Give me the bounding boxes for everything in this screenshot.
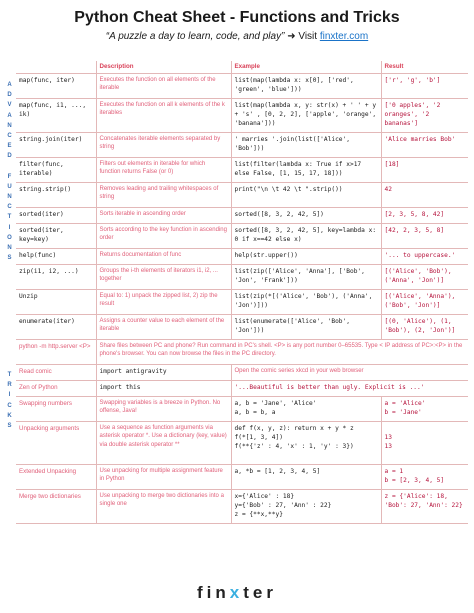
function-name: Unzip [16, 289, 96, 314]
table-header-row [16, 61, 468, 73]
result-line: 13 [384, 433, 392, 441]
header-description: Description [96, 61, 231, 73]
trick-example [231, 464, 381, 489]
sidebar-letter: S [7, 422, 12, 429]
function-description: Concatenates iterable elements separated by string [96, 132, 231, 157]
sidebar-letter: N [7, 245, 12, 251]
function-description: Groups the i-th elements of iterators i1, i2, ... together [96, 264, 231, 289]
trick-description: Swapping variables is a breeze in Python. No offense, Java! [96, 396, 231, 421]
result-line: b = 'Jane' [384, 408, 422, 416]
function-example: list(map(lambda x, y: str(x) + ' ' + y + 's' , [0, 2, 2], ['apple', 'orange', 'banana'])) [231, 98, 381, 132]
function-result: [18] [381, 157, 468, 182]
function-description: Executes the function on all k elements of the k iterables [96, 98, 231, 132]
finxter-logo [0, 583, 474, 603]
trick-description: Use a sequence as function arguments via asterisk operator *. Use a dictionary (key, value) via double asterisk operator ** [96, 421, 231, 464]
header-name [16, 61, 96, 73]
sidebar-letter: C [7, 132, 12, 139]
table-row [16, 182, 468, 207]
trick-description: Use unpacking to merge two dictionaries into a single one [96, 489, 231, 523]
function-result: [('Alice', 'Anna'), ('Bob', 'Jon')] [381, 289, 468, 314]
function-description: Sorts iterable in ascending order [96, 207, 231, 223]
table-row [16, 314, 468, 339]
function-name: string.join(iter) [16, 132, 96, 157]
sidebar-letter: I [8, 392, 11, 399]
function-result: ['0 apples', '2 oranges', '2 bananas'] [381, 98, 468, 132]
table-row [16, 264, 468, 289]
header-example: Example [231, 61, 381, 73]
sidebar-letter: N [7, 194, 12, 201]
trick-example: import this [96, 380, 231, 396]
sidebar-letter: F [7, 173, 12, 180]
function-example: sorted([8, 3, 2, 42, 5], key=lambda x: 0 if x==42 else x) [231, 223, 381, 248]
result-line: a = 'Alice' [384, 399, 426, 407]
result-line: z = {'Alice': 18, [384, 492, 448, 500]
trick-name: Swapping numbers [16, 396, 96, 421]
trick-name: python -m http.server <P> [16, 339, 96, 364]
sidebar-letter: O [7, 234, 12, 241]
sidebar-letter: D [7, 153, 12, 160]
sidebar-letter: V [7, 102, 12, 109]
visit-text: ➜ Visit [287, 31, 318, 42]
function-description: Removes leading and trailing whitespaces of string [96, 182, 231, 207]
tricks-section [16, 339, 468, 523]
table-row [16, 489, 468, 523]
function-description: Equal to: 1) unpack the zipped list, 2) zip the result [96, 289, 231, 314]
sidebar-letter: C [7, 204, 12, 211]
function-result: ['r', 'g', 'b'] [381, 73, 468, 98]
function-description: Filters out elements in iterable for which function returns False (or 0) [96, 157, 231, 182]
code-line: z = {**x,**y} [234, 510, 283, 518]
header-result: Result [381, 61, 468, 73]
function-name: map(func, iter) [16, 73, 96, 98]
sidebar-letter [4, 162, 15, 172]
trick-name: Unpacking arguments [16, 421, 96, 464]
code-line: x={'Alice' : 18} [234, 492, 295, 500]
page-title: Python Cheat Sheet - Functions and Tricks [74, 9, 400, 26]
table-row [16, 73, 468, 98]
function-example: list(map(lambda x: x[0], ['red', 'green', 'blue'])) [231, 73, 381, 98]
function-description: Sorts according to the key function in ascending order [96, 223, 231, 248]
result-line: 'Bob': 27, 'Ann': 22} [384, 501, 463, 509]
trick-example: import antigravity [96, 364, 231, 380]
trick-name: Merge two dictionaries [16, 489, 96, 523]
logo-x: x [229, 583, 244, 602]
table-row [16, 396, 468, 421]
sidebar-letter: E [7, 143, 12, 150]
sidebar-letter: N [7, 122, 12, 129]
function-result: 42 [381, 182, 468, 207]
function-example: list(filter(lambda x: True if x>17 else False, [1, 15, 17, 18])) [231, 157, 381, 182]
function-name: sorted(iter, key=key) [16, 223, 96, 248]
table-row [16, 380, 468, 396]
function-name: help(func) [16, 248, 96, 264]
function-example: print("\n \t 42 \t ".strip()) [231, 182, 381, 207]
sidebar-tricks [4, 370, 15, 431]
trick-result [381, 396, 468, 421]
trick-example [231, 489, 381, 523]
trick-example [231, 421, 381, 464]
table-row [16, 289, 468, 314]
code-line: a, *b = [1, 2, 3, 4, 5] [234, 467, 321, 475]
function-name: filter(func, iterable) [16, 157, 96, 182]
code-line: f(**{'z' : 4, 'x' : 1, 'y' : 3}) [234, 442, 354, 450]
sidebar-letter: R [7, 382, 12, 389]
code-line: def f(x, y, z): return x + y * z [234, 424, 354, 432]
function-result: [(0, 'Alice'), (1, 'Bob'), (2, 'Jon')] [381, 314, 468, 339]
function-name: string.strip() [16, 182, 96, 207]
sidebar-letter: A [7, 112, 12, 119]
sidebar-letter: S [7, 255, 12, 262]
function-result: [('Alice', 'Bob'), ('Anna', 'Jon')] [381, 264, 468, 289]
result-line: a = 1 [384, 467, 404, 475]
subtitle [0, 31, 474, 42]
sidebar-letter: T [7, 214, 12, 221]
function-name: map(func, i1, ..., ik) [16, 98, 96, 132]
function-example: list(zip(['Alice', 'Anna'], ['Bob', 'Jon', 'Frank'])) [231, 264, 381, 289]
logo-part: fin [197, 583, 230, 602]
table-row [16, 132, 468, 157]
function-result: '... to uppercase.' [381, 248, 468, 264]
table-row [16, 339, 468, 364]
result-line [385, 424, 466, 433]
function-example: list(enumerate(['Alice', 'Bob', 'Jon'])) [231, 314, 381, 339]
code-line: y={'Bob' : 27, 'Ann' : 22} [234, 501, 332, 509]
code-line: a, b = b, a [234, 408, 276, 416]
function-example: help(str.upper()) [231, 248, 381, 264]
cheat-sheet-table [16, 61, 468, 524]
trick-result: '...Beautiful is better than ugly. Explicit is ...' [231, 380, 468, 396]
function-result: [42, 2, 3, 5, 8] [381, 223, 468, 248]
table-row [16, 248, 468, 264]
table-row [16, 464, 468, 489]
sidebar-letter: U [7, 183, 12, 190]
function-example: list(zip(*[('Alice', 'Bob'), ('Anna', 'Jon')])) [231, 289, 381, 314]
function-result: [2, 3, 5, 8, 42] [381, 207, 468, 223]
sidebar-letter: T [7, 372, 12, 378]
trick-example [231, 396, 381, 421]
trick-result [381, 421, 468, 464]
trick-name: Read comic [16, 364, 96, 380]
trick-name: Zen of Python [16, 380, 96, 396]
sidebar-letter: I [8, 224, 11, 231]
table-row [16, 98, 468, 132]
trick-name: Extended Unpacking [16, 464, 96, 489]
code-line: f(*[1, 3, 4]) [234, 433, 283, 441]
function-result: 'Alice marries Bob' [381, 132, 468, 157]
table-row [16, 157, 468, 182]
trick-result [381, 489, 468, 523]
functions-section [16, 73, 468, 339]
function-name: enumerate(iter) [16, 314, 96, 339]
table-row [16, 364, 468, 380]
function-description: Executes the function on all elements of the iterable [96, 73, 231, 98]
function-description: Returns documentation of func [96, 248, 231, 264]
table-row [16, 207, 468, 223]
code-line: a, b = 'Jane', 'Alice' [234, 399, 317, 407]
tagline: “A puzzle a day to learn, code, and play” [105, 31, 285, 42]
function-example: sorted([8, 3, 2, 42, 5]) [231, 207, 381, 223]
function-name: zip(i1, i2, ...) [16, 264, 96, 289]
table-row [16, 421, 468, 464]
table-row [16, 223, 468, 248]
result-line: 13 [384, 442, 392, 450]
sidebar-advanced-functions [4, 80, 15, 263]
function-name: sorted(iter) [16, 207, 96, 223]
sidebar-letter: C [7, 402, 12, 409]
trick-result: Open the comic series xkcd in your web browser [231, 364, 468, 380]
sidebar-letter: K [7, 412, 12, 419]
sidebar-letter: A [7, 82, 12, 88]
finxter-link[interactable]: finxter.com [319, 31, 369, 42]
result-line: b = [2, 3, 4, 5] [384, 476, 445, 484]
trick-description: Use unpacking for multiple assignment feature in Python [96, 464, 231, 489]
trick-result [381, 464, 468, 489]
trick-description: Share files between PC and phone? Run command in PC's shell. <P> is any port number 0–65535. Type < IP address of PC>:<P> in the phone's browser. You can now browse the files in the PC directory. [96, 339, 468, 364]
function-example: ' marries '.join(list(['Alice', 'Bob'])) [231, 132, 381, 157]
function-description: Assigns a counter value to each element of the iterable [96, 314, 231, 339]
logo-part: ter [243, 583, 277, 602]
sidebar-letter: D [7, 92, 12, 99]
